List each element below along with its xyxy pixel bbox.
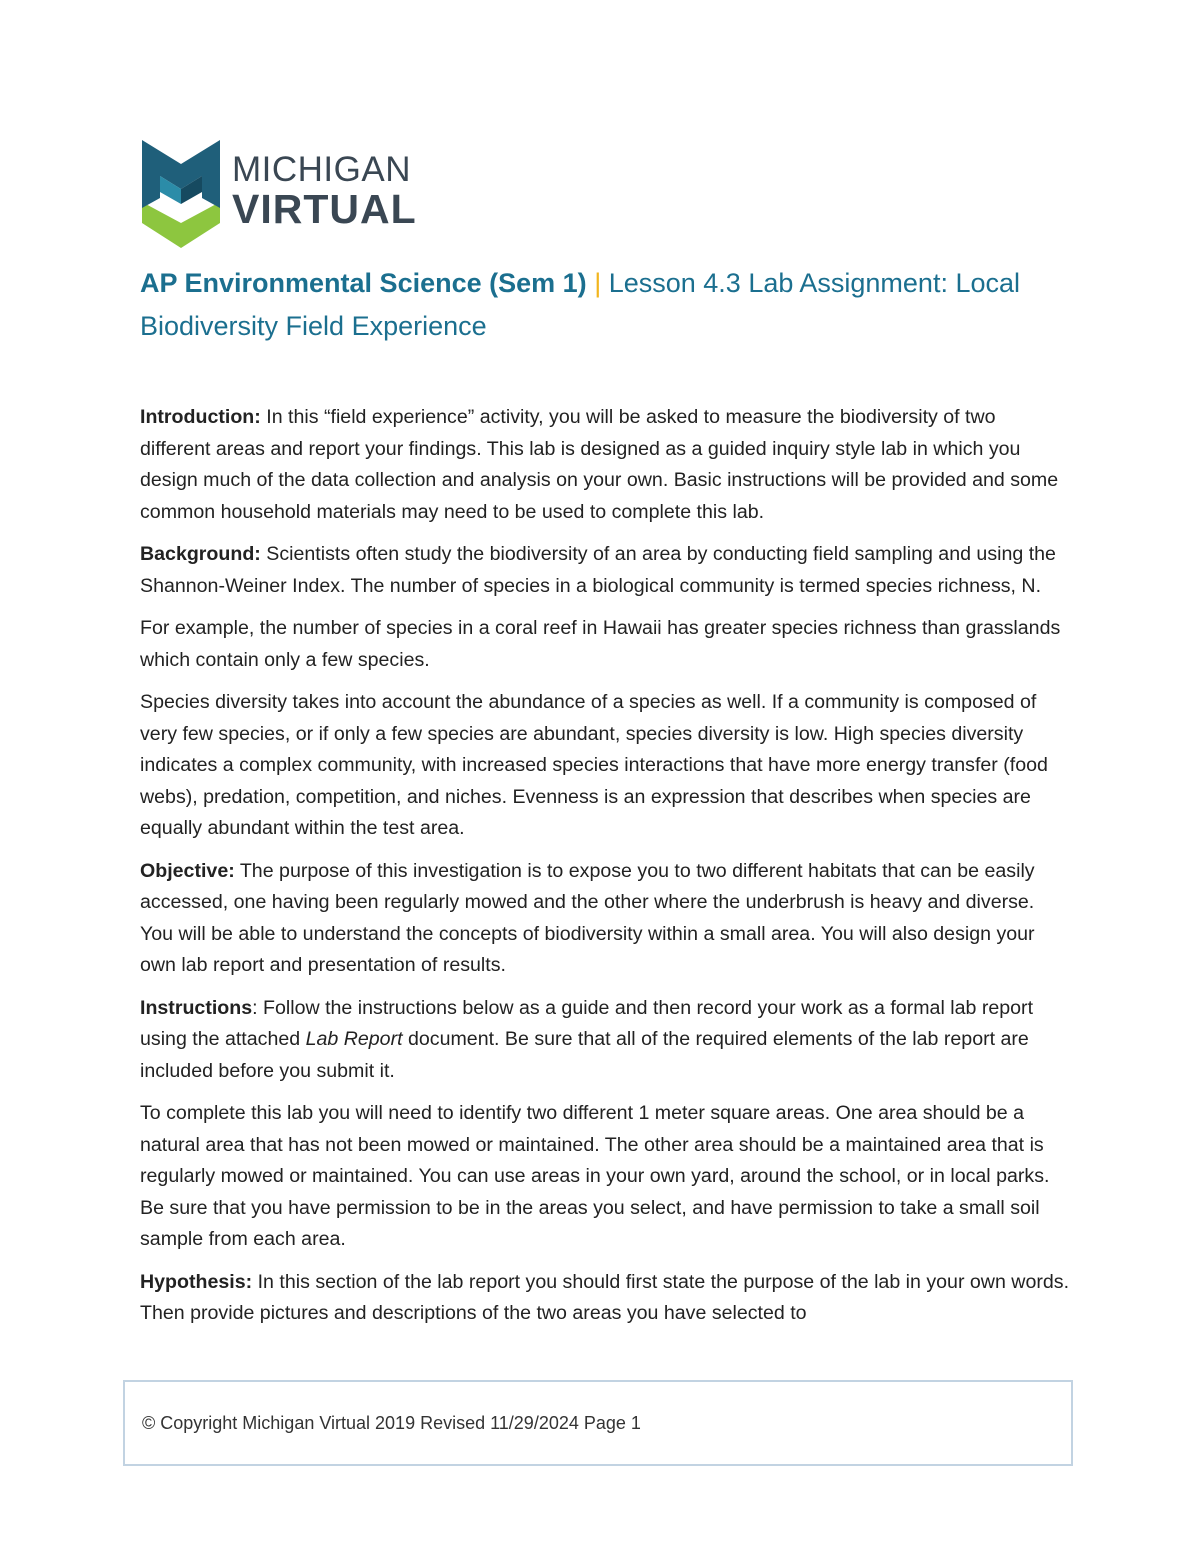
michigan-virtual-logo bbox=[140, 138, 430, 253]
hypothesis-paragraph bbox=[140, 1267, 1070, 1330]
objective-label: Objective: bbox=[140, 859, 235, 882]
hypothesis-text: In this section of the lab report you should first state the purpose of the lab in your own words. Then provide pictures and descriptions of the two areas you have selected to bbox=[140, 1270, 1070, 1324]
logo-line-1: MICHIGAN bbox=[232, 150, 411, 189]
document-body bbox=[140, 402, 1070, 1341]
introduction-paragraph bbox=[140, 402, 1070, 528]
logo-line-2: VIRTUAL bbox=[232, 186, 417, 232]
introduction-text: In this “field experience” activity, you will be asked to measure the biodiversity of two different areas and report your findings. This lab is designed as a guided inquiry style lab in which you design much of the data collection and analysis on your own. Basic instructions will be provided and some common household materials may need to be used to complete this lab. bbox=[140, 406, 1059, 523]
page-footer bbox=[123, 1380, 1073, 1466]
copyright-text: © Copyright Michigan Virtual 2019 Revised 11/29/2024 Page 1 bbox=[142, 1413, 641, 1433]
areas-paragraph: To complete this lab you will need to identify two different 1 meter square areas. One area should be a natural area that has not been mowed or maintained. The other area should be a maintained area that is regularly mowed or maintained. You can use areas in your own yard, around the school, or in local parks. Be sure that you have permission to be in the areas you select, and have permission to take a small soil sample from each area. bbox=[140, 1102, 1050, 1250]
diversity-paragraph: Species diversity takes into account the abundance of a species as well. If a community is composed of very few species, or if only a few species are abundant, species diversity is low. High species diversity indicates a complex community, with increased species interactions that have more energy transfer (food webs), predation, competition, and niches. Evenness is an expression that describes when species are equally abundant within the test area. bbox=[140, 691, 1048, 839]
introduction-label: Introduction: bbox=[140, 406, 261, 428]
objective-text: The purpose of this investigation is to expose you to two different habitats that can be easily accessed, one having been regularly mowed and the other where the underbrush is heavy and diverse. You will be able to understand the concepts of biodiversity within a small area. You will also design your own lab report and presentation of results. bbox=[140, 859, 1035, 976]
page-title bbox=[140, 262, 1060, 348]
example-paragraph: For example, the number of species in a coral reef in Hawaii has greater species richness than grasslands which contain only a few species. bbox=[140, 617, 1061, 671]
instructions-text-before: : Follow the instructions below as a guide and then record your work as a formal lab report using the attached bbox=[140, 996, 1034, 1050]
instructions-text-after: document. Be sure that all of the required elements of the lab report are included before you submit it. bbox=[140, 1028, 1029, 1082]
background-label: Background: bbox=[140, 543, 261, 565]
objective-paragraph bbox=[140, 856, 1070, 982]
title-separator: | bbox=[594, 268, 602, 298]
course-name: AP Environmental Science (Sem 1) bbox=[140, 268, 587, 298]
background-paragraph bbox=[140, 539, 1070, 602]
instructions-paragraph bbox=[140, 993, 1070, 1088]
lab-report-emphasis: Lab Report bbox=[305, 1028, 403, 1050]
hypothesis-label: Hypothesis: bbox=[140, 1270, 253, 1293]
instructions-label: Instructions bbox=[140, 996, 253, 1019]
logo-mark-icon bbox=[140, 138, 230, 253]
background-text: Scientists often study the biodiversity of an area by conducting field sampling and using the Shannon-Weiner Index. The number of species in a biological community is termed species richness, N. bbox=[140, 543, 1056, 597]
lesson-name: Lesson 4.3 Lab Assignment: Local Biodiversity Field Experience bbox=[140, 268, 1020, 341]
